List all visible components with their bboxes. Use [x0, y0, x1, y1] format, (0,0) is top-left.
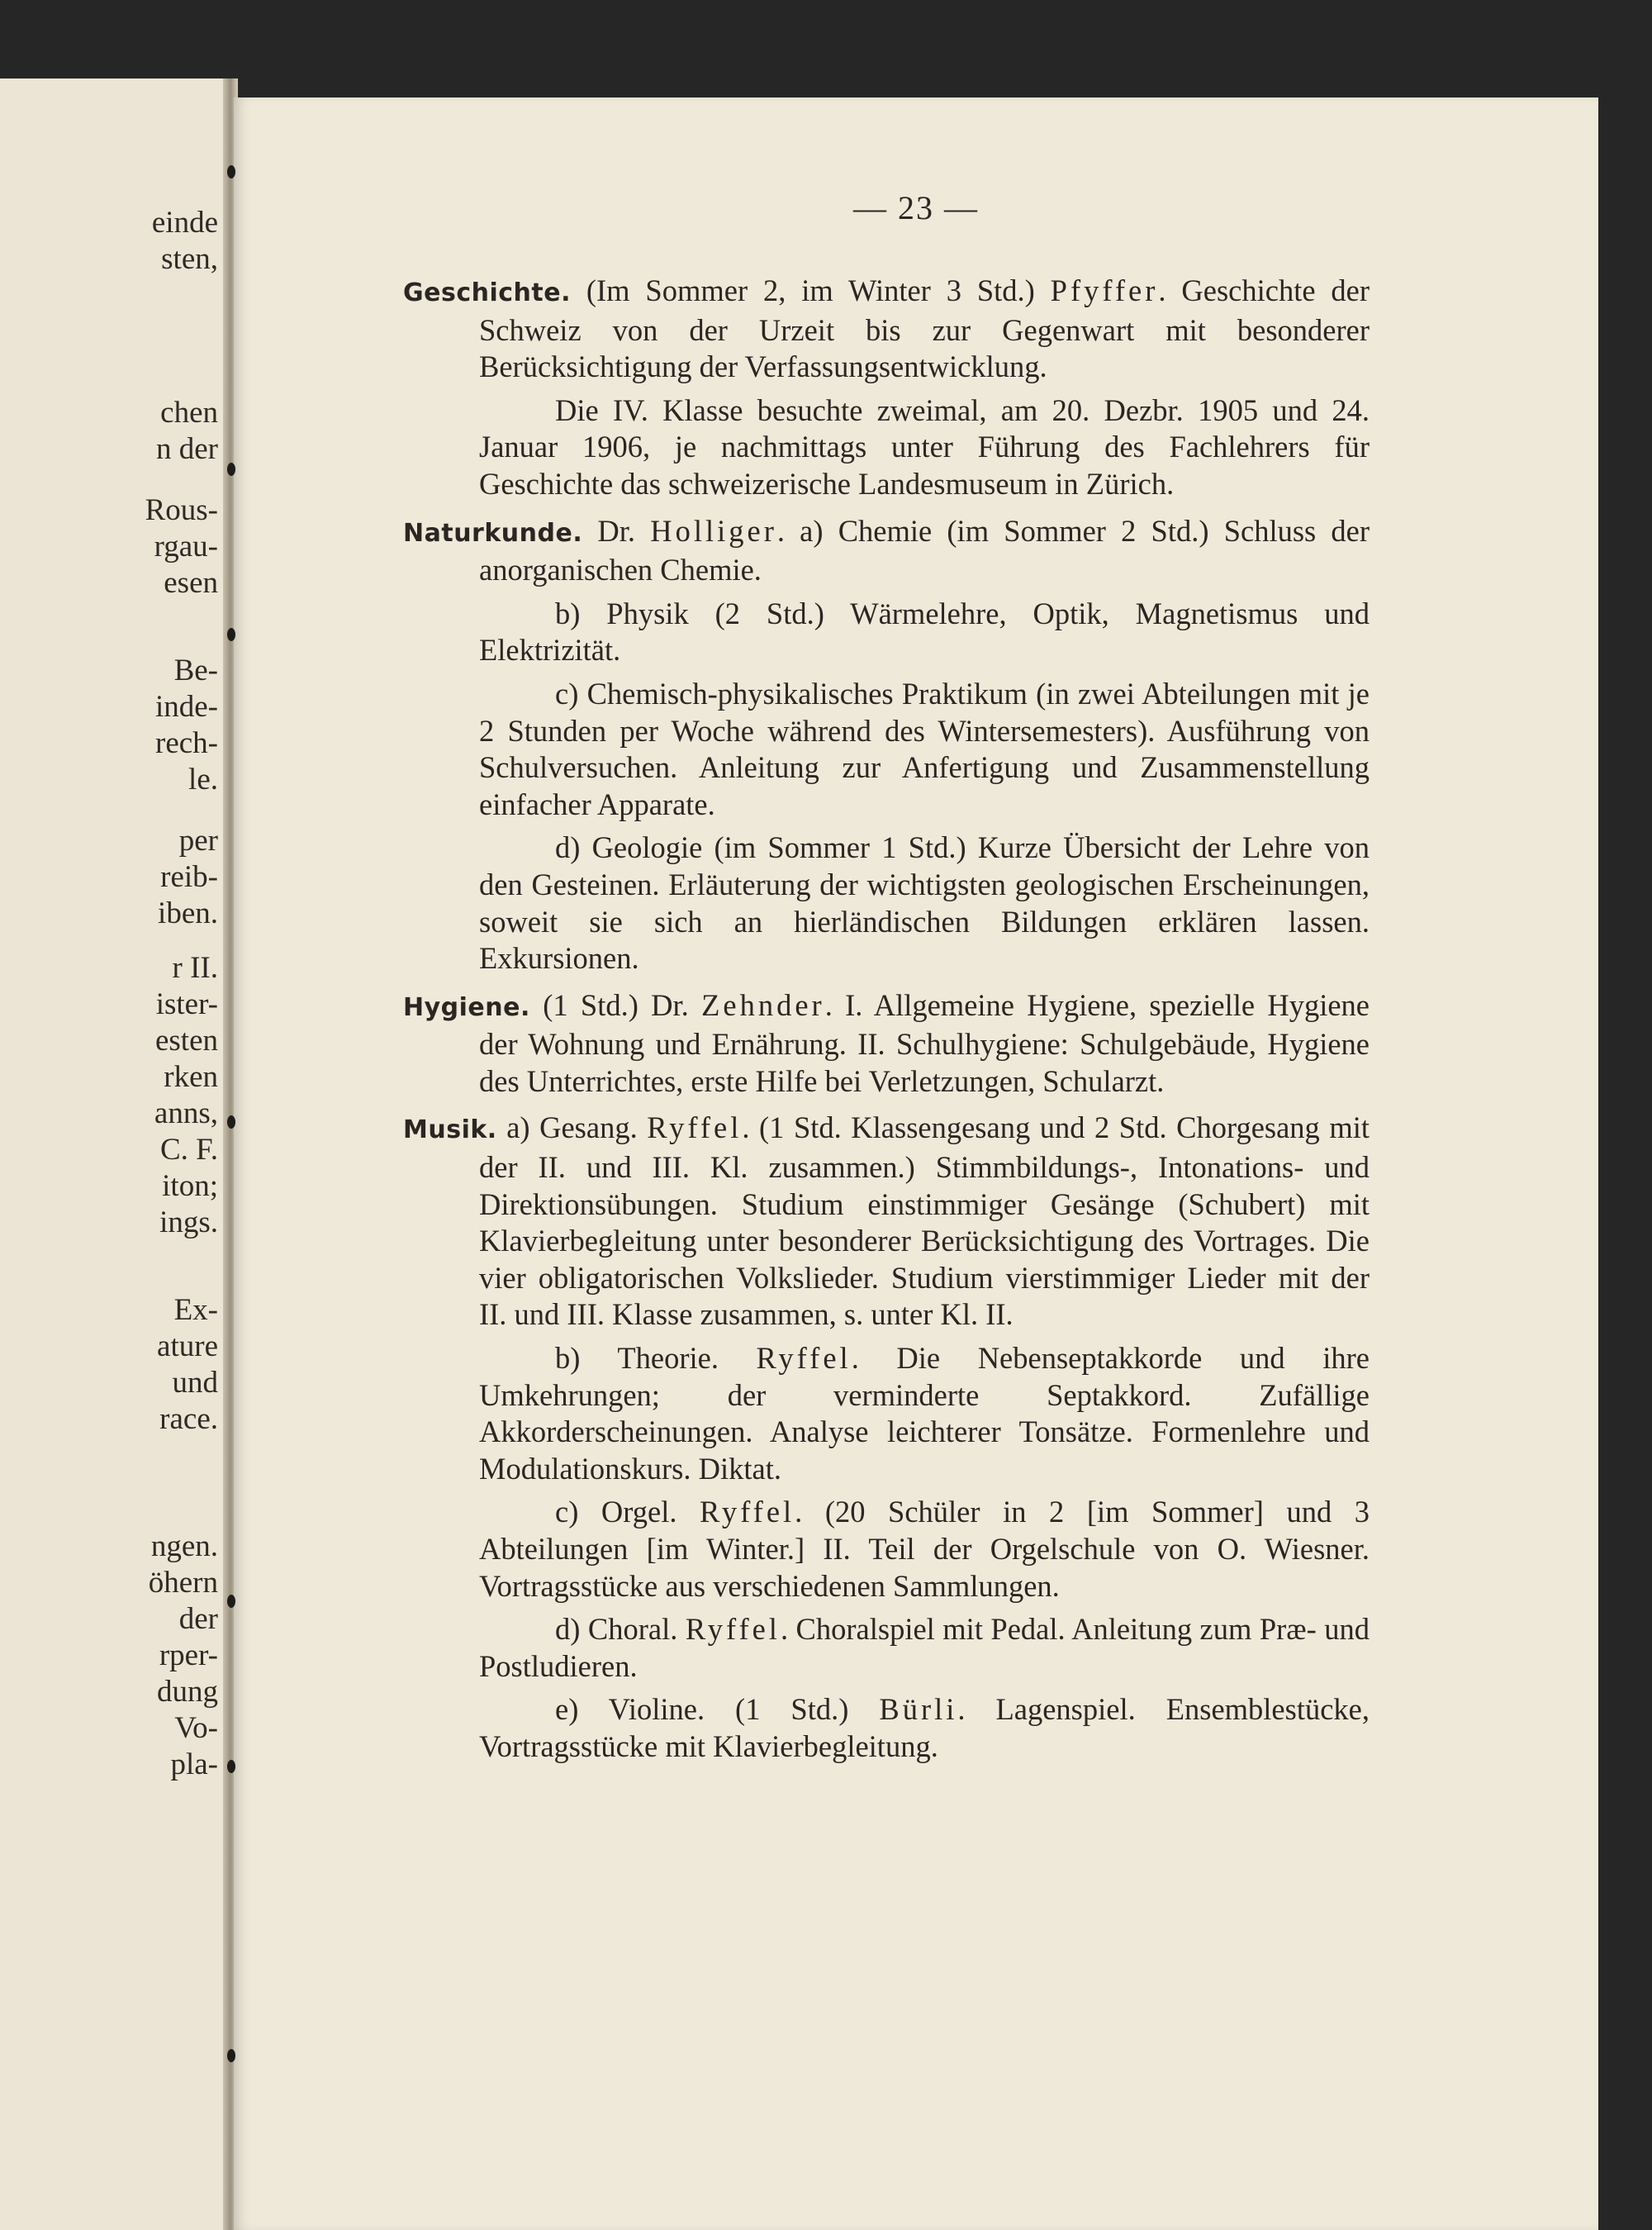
facing-page-text-fragment: rgau- — [154, 530, 218, 563]
facing-page-text-fragment: Rous- — [145, 493, 218, 527]
page-body — [403, 273, 1370, 1776]
binding-stitch — [227, 2049, 235, 2062]
section-lead-paragraph — [403, 1110, 1370, 1334]
facing-page-text-fragment: öhern — [148, 1566, 218, 1600]
paragraph-text: . Geschichte der Schweiz von der Urzeit bis zur Gegenwart mit besonderer Berücksichtigung der Verfassungsentwicklung. — [479, 273, 1370, 384]
teacher-name: Ryffel — [756, 1341, 852, 1376]
binding-stitch — [227, 463, 235, 476]
teacher-name: Pfyffer — [1050, 273, 1159, 307]
facing-page-text-fragment: race. — [159, 1402, 218, 1436]
paragraph-text: . Choralspiel mit Pedal. Anleitung zum Præ- und Postludieren. — [479, 1612, 1370, 1683]
facing-page-text-fragment: n der — [156, 432, 218, 466]
teacher-name: Bürli — [879, 1692, 958, 1727]
facing-page-text-fragment: rper- — [159, 1638, 218, 1672]
page-number: — 23 — — [853, 189, 979, 226]
paragraph-text: . Die Nebenseptakkorde und ihre Umkehrungen; der verminderte Septakkord. Zufällige Akkorderscheinungen. Analyse leichterer Tonsätze. Formenlehre und Modulationskurs. Diktat. — [479, 1341, 1370, 1486]
paragraph-text: (1 Std.) Dr. — [543, 987, 702, 1022]
facing-page-text-fragment: reib- — [160, 860, 218, 894]
paragraph-text: d) Geologie (im Sommer 1 Std.) Kurze Übersicht der Lehre von den Gesteinen. Erläuterung der wichtigsten geologischen Erscheinungen, soweit sie sich an hierländischen Bildungen erklären lassen. Exkursionen. — [479, 830, 1370, 976]
facing-page-text-fragment: esen — [164, 566, 218, 600]
paragraph-text: . Lagenspiel. Ensemblestücke, Vortragsstücke mit Klavierbegleitung. — [479, 1692, 1370, 1763]
paragraph-text: a) Gesang. — [506, 1110, 648, 1145]
facing-page-text-fragment: iton; — [162, 1169, 218, 1203]
teacher-name: Ryffel — [685, 1612, 781, 1647]
book-page — [234, 97, 1598, 2230]
facing-page-text-fragment: ings. — [159, 1205, 218, 1239]
facing-page-text-fragment: rech- — [155, 726, 218, 760]
facing-page-text-fragment: rken — [164, 1060, 218, 1094]
binding-stitch — [227, 1115, 235, 1129]
teacher-name: Ryffel — [647, 1110, 743, 1145]
section-heading: Musik. — [403, 1115, 497, 1145]
facing-page-text-fragment: per — [178, 824, 218, 858]
facing-page-text-fragment: ature — [157, 1329, 218, 1363]
section-paragraph — [403, 1494, 1370, 1605]
facing-page-text-fragment: und — [172, 1366, 218, 1400]
paragraph-text: b) Physik (2 Std.) Wärmelehre, Optik, Magnetismus und Elektrizität. — [479, 596, 1370, 668]
facing-page-text-fragment: chen — [160, 396, 218, 430]
facing-page-text-fragment: inde- — [154, 690, 218, 724]
section — [403, 987, 1370, 1101]
section-lead-paragraph — [403, 987, 1370, 1101]
section-paragraph — [403, 1691, 1370, 1765]
teacher-name: Holliger — [650, 513, 777, 548]
binding-stitch — [227, 1760, 235, 1773]
facing-page-text-fragment: ister- — [155, 987, 218, 1021]
facing-page-text-fragment: r II. — [172, 951, 218, 985]
section-paragraph — [403, 830, 1370, 977]
section-paragraph — [403, 392, 1370, 503]
facing-page-text-fragment: Vo- — [174, 1711, 218, 1745]
facing-page-text-fragment: Be- — [173, 654, 218, 687]
paragraph-text: c) Chemisch-physikalisches Praktikum (in zwei Abteilungen mit je 2 Stunden per Woche während des Wintersemesters). Ausführung von Schulversuchen. Anleitung zur Anfertigung und Zusammenstellung einfacher Apparate. — [479, 676, 1370, 821]
paragraph-text: . (20 Schüler in 2 [im Sommer] und 3 Abteilungen [im Winter.] II. Teil der Orgelschule von O. Wiesner. Vortragsstücke aus verschiedenen Sammlungen. — [479, 1495, 1370, 1603]
binding-stitch — [227, 165, 235, 178]
section — [403, 1110, 1370, 1765]
paragraph-text: . (1 Std. Klassengesang und 2 Std. Chorgesang mit der II. und III. Kl. zusammen.) Stimmbildungs-, Intonations- und Direktionsübungen. Studium einstimmiger Gesänge (Schubert) mit Klavierbegleitung unter besonderer Berücksichtigung des Vortrages. Die vier obligatorischen Volkslieder. Studium vierstimmiger Lieder mit der II. und III. Klasse zusammen, s. unter Kl. II. — [479, 1110, 1370, 1332]
paragraph-text: d) Choral. — [555, 1612, 686, 1647]
binding-stitch — [227, 628, 235, 641]
facing-page-text-fragment: einde — [151, 206, 218, 240]
facing-page-text-fragment: le. — [188, 763, 218, 796]
section-heading: Hygiene. — [403, 992, 530, 1022]
paragraph-text: c) Orgel. — [555, 1495, 700, 1529]
section — [403, 513, 1370, 977]
paragraph-text: . a) Chemie (im Sommer 2 Std.) Schluss der anorganischen Chemie. — [479, 513, 1370, 587]
facing-page-text-fragment: pla- — [170, 1747, 218, 1781]
scan-background-right — [1598, 0, 1652, 2230]
teacher-name: Zehnder — [701, 987, 825, 1022]
section-paragraph — [403, 596, 1370, 669]
facing-page-text-fragment: C. F. — [159, 1133, 218, 1167]
facing-page-text-fragment: esten — [154, 1024, 218, 1058]
section-lead-paragraph — [403, 273, 1370, 386]
facing-page-text-fragment: ngen. — [150, 1529, 218, 1563]
paragraph-text: b) Theorie. — [555, 1341, 757, 1376]
facing-page-text-fragment: anns, — [154, 1096, 218, 1130]
section-paragraph — [403, 676, 1370, 823]
facing-page-text-fragment: Ex- — [173, 1293, 218, 1327]
section-heading: Geschichte. — [403, 278, 571, 307]
section — [403, 273, 1370, 503]
facing-page-text-fragment: der — [178, 1602, 218, 1636]
section-heading: Naturkunde. — [403, 518, 583, 548]
binding-stitch — [227, 1595, 235, 1608]
facing-page-text-fragment: sten, — [161, 242, 218, 276]
facing-page-text-fragment: iben. — [158, 896, 218, 930]
facing-page-left — [0, 78, 230, 2230]
paragraph-text: Die IV. Klasse besuchte zweimal, am 20. Dezbr. 1905 und 24. Januar 1906, je nachmittags unter Führung des Fachlehrers für Geschichte das schweizerische Landesmuseum in Zürich. — [479, 392, 1370, 501]
paragraph-text: Dr. — [597, 513, 651, 548]
section-lead-paragraph — [403, 513, 1370, 589]
section-paragraph — [403, 1340, 1370, 1487]
facing-page-text-fragment: dung — [157, 1675, 218, 1709]
paragraph-text: . I. Allgemeine Hygiene, spezielle Hygiene der Wohnung und Ernährung. II. Schulhygiene: Schulgebäude, Hygiene des Unterrichtes, erste Hilfe bei Verletzungen, Schularzt. — [479, 987, 1370, 1098]
scan-background-top — [0, 0, 1652, 99]
teacher-name: Ryffel — [700, 1495, 795, 1529]
paragraph-text: e) Violine. (1 Std.) — [555, 1692, 880, 1727]
section-paragraph — [403, 1611, 1370, 1685]
paragraph-text: (Im Sommer 2, im Winter 3 Std.) — [586, 273, 1051, 307]
